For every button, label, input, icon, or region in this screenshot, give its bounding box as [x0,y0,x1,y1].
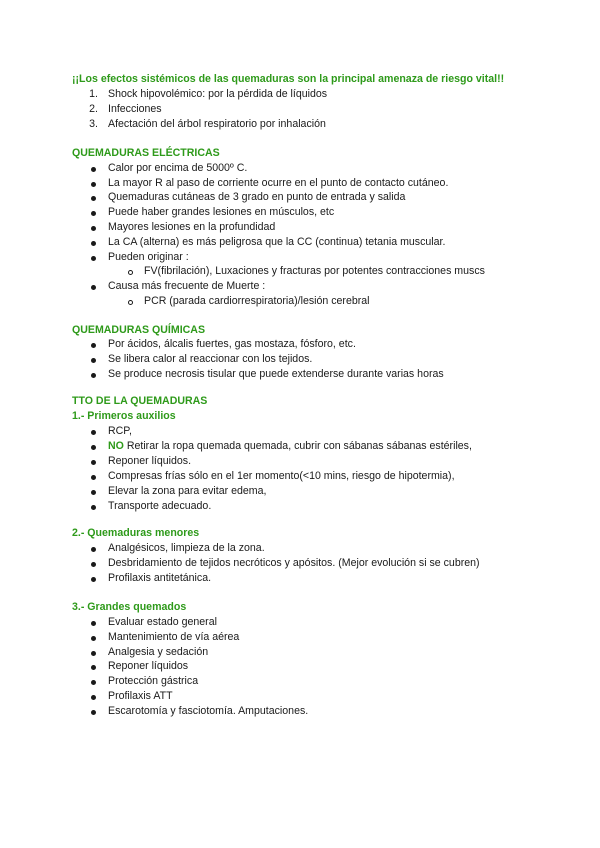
list-item: Desbridamiento de tejidos necróticos y apósitos. (Mejor evolución si se cubren) [108,557,480,569]
list-number: 3. [89,118,98,130]
list-item: La mayor R al paso de corriente ocurre en el punto de contacto cutáneo. [108,177,449,189]
list-item: Mayores lesiones en la profundidad [108,221,276,233]
bullet-icon [91,445,96,450]
bullet-icon [91,695,96,700]
list-item: Puede haber grandes lesiones en músculos, etc [108,206,335,218]
electricas-heading: QUEMADURAS ELÉCTRICAS [72,147,220,159]
list-item: Se produce necrosis tisular que puede extenderse durante varias horas [108,368,444,380]
bullet-icon [91,651,96,656]
bullet-icon [91,373,96,378]
list-item: Calor por encima de 5000º C. [108,162,248,174]
primeros-auxilios-heading: 1.- Primeros auxilios [72,410,176,422]
tto-heading: TTO DE LA QUEMADURAS [72,395,208,407]
list-item: Se libera calor al reaccionar con los tejidos. [108,353,313,365]
bullet-icon [91,211,96,216]
list-item: Shock hipovolémico: por la pérdida de líquidos [108,88,328,100]
list-item: Evaluar estado general [108,616,217,628]
list-item: Protección gástrica [108,675,199,687]
menores-heading: 2.- Quemaduras menores [72,527,200,539]
list-item: Reponer líquidos. [108,455,192,467]
list-item: Reponer líquidos [108,660,189,672]
bullet-icon [91,547,96,552]
grandes-heading: 3.- Grandes quemados [72,601,187,613]
bullet-icon [91,430,96,435]
list-item: Mantenimiento de vía aérea [108,631,240,643]
list-item: RCP, [108,425,132,437]
list-item: Analgésicos, limpieza de la zona. [108,542,265,554]
bullet-icon [91,665,96,670]
list-item: Profilaxis antitetánica. [108,572,212,584]
bullet-icon [91,343,96,348]
quimicas-heading: QUEMADURAS QUÍMICAS [72,324,206,336]
bullet-icon [91,358,96,363]
list-item: Elevar la zona para evitar edema, [108,485,267,497]
bullet-icon [91,241,96,246]
bullet-icon [91,226,96,231]
list-item [108,440,472,454]
list-number: 2. [89,103,98,115]
list-number: 1. [89,88,98,100]
list-item: Quemaduras cutáneas de 3 grado en punto de entrada y salida [108,191,406,203]
list-item: Analgesia y sedación [108,646,209,658]
list-item: Causa más frecuente de Muerte : [108,280,266,292]
intro-heading: ¡¡Los efectos sistémicos de las quemaduras son la principal amenaza de riesgo vital!! [72,73,505,85]
list-item-text: Retirar la ropa quemada quemada, cubrir con sábanas sábanas estériles, [126,440,472,452]
list-item: Transporte adecuado. [108,500,212,512]
bullet-icon [91,475,96,480]
bullet-icon [91,490,96,495]
list-item: Profilaxis ATT [108,690,173,702]
no-label: NO [108,440,124,452]
bullet-icon [91,182,96,187]
bullet-icon [91,577,96,582]
list-item: La CA (alterna) es más peligrosa que la CC (continua) tetania muscular. [108,236,446,248]
bullet-icon [91,196,96,201]
bullet-icon [91,256,96,261]
sub-bullet-icon [128,270,133,275]
sub-list-item: PCR (parada cardiorrespiratoria)/lesión cerebral [144,295,370,307]
list-item: Infecciones [108,103,162,115]
bullet-icon [91,460,96,465]
bullet-icon [91,285,96,290]
bullet-icon [91,621,96,626]
list-item: Por ácidos, álcalis fuertes, gas mostaza, fósforo, etc. [108,338,356,350]
bullet-icon [91,636,96,641]
list-item: Escarotomía y fasciotomía. Amputaciones. [108,705,309,717]
bullet-icon [91,562,96,567]
bullet-icon [91,680,96,685]
bullet-icon [91,710,96,715]
bullet-icon [91,167,96,172]
list-item: Compresas frías sólo en el 1er momento(<10 mins, riesgo de hipotermia), [108,470,455,482]
sub-list-item: FV(fibrilación), Luxaciones y fracturas por potentes contracciones muscs [144,265,485,277]
sub-bullet-icon [128,300,133,305]
list-item: Pueden originar : [108,251,189,263]
bullet-icon [91,505,96,510]
list-item: Afectación del árbol respiratorio por inhalación [108,118,326,130]
